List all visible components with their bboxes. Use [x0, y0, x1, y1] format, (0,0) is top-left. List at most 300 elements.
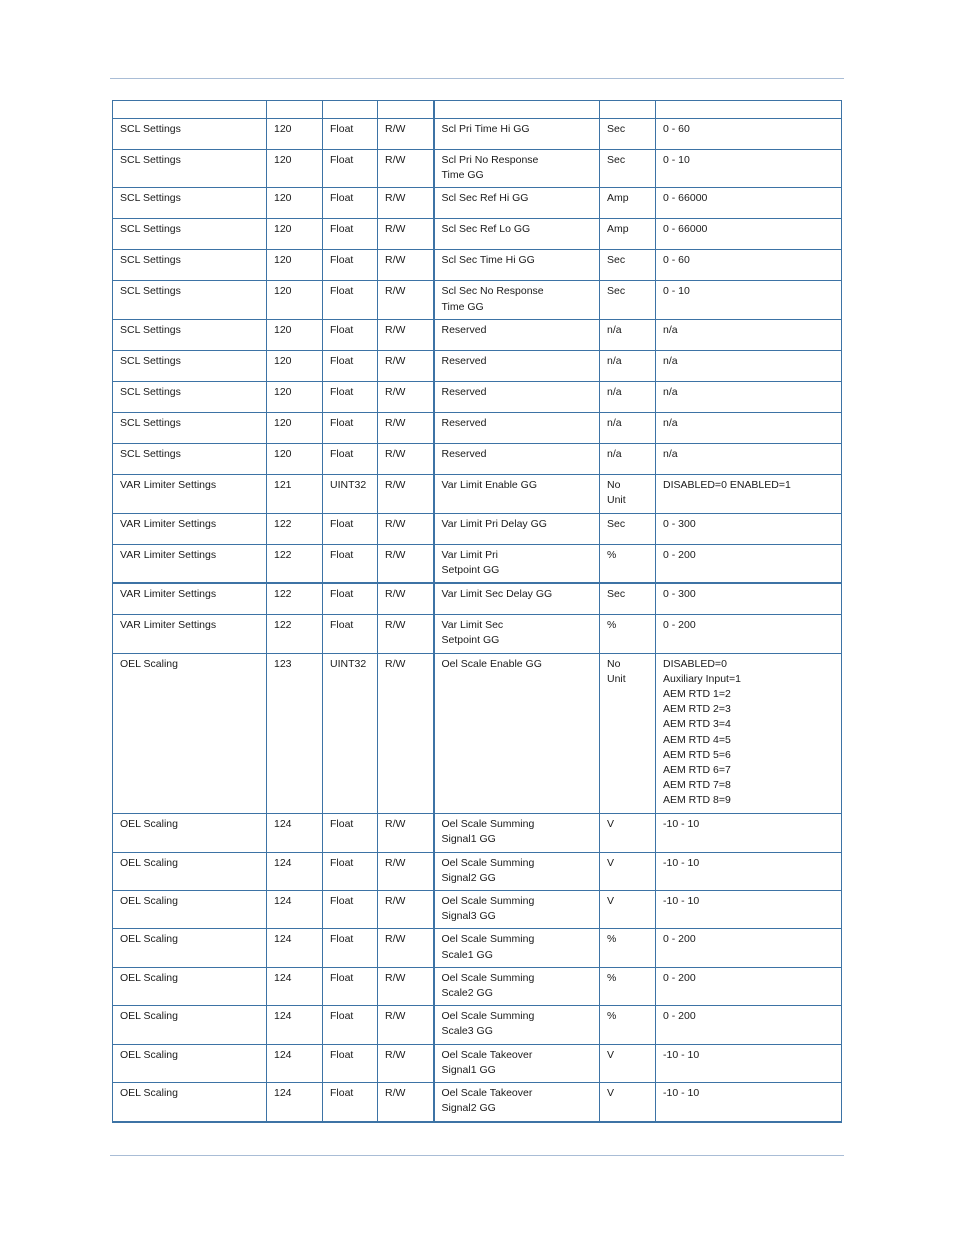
range-cell: [656, 319, 842, 350]
parameter-name-cell: [434, 1006, 600, 1044]
unit-cell: [600, 852, 656, 890]
cell-text: R/W: [385, 447, 406, 460]
cell-text: 121: [274, 478, 292, 491]
register-table-body: [113, 101, 842, 1122]
access-cell: [378, 929, 434, 967]
cell-line: %: [607, 971, 617, 984]
type-cell: [323, 412, 378, 443]
cell-text: R/W: [385, 192, 406, 205]
table-row: [113, 281, 842, 319]
cell-line: Scl Pri No Response: [441, 154, 539, 166]
cell-line: Sec: [607, 254, 626, 267]
cell-line: n/a: [663, 354, 678, 367]
group-cell: [113, 653, 267, 813]
range-cell: [656, 1044, 842, 1082]
cell-text: R/W: [385, 588, 406, 601]
cell-line: Sec: [607, 588, 626, 601]
group-cell: [113, 281, 267, 319]
register-cell: [267, 929, 323, 967]
cell-text: R/W: [385, 323, 406, 336]
cell-text: UINT32: [330, 478, 367, 491]
group-cell: [113, 188, 267, 219]
table-row: [113, 544, 842, 583]
register-cell: [267, 381, 323, 412]
type-cell: [323, 443, 378, 474]
unit-cell: [600, 281, 656, 319]
cell-text: Float: [330, 895, 354, 908]
table-row: [113, 1083, 842, 1122]
cell-line: Sec: [607, 517, 626, 530]
access-cell: [378, 813, 434, 852]
parameter-name-cell: [434, 281, 600, 319]
table-row: [113, 219, 842, 250]
cell-line: V: [607, 895, 615, 908]
unit-cell: [600, 929, 656, 967]
range-cell: [656, 150, 842, 188]
range-cell: [656, 813, 842, 852]
type-cell: [323, 852, 378, 890]
table-row: [113, 250, 842, 281]
cell-text: 120: [274, 447, 292, 460]
access-cell: [378, 319, 434, 350]
parameter-name-cell: [434, 813, 600, 852]
cell-text: 124: [274, 1010, 292, 1023]
cell-line: 0 - 60: [663, 123, 690, 135]
parameter-name-cell: [434, 250, 600, 281]
access-cell: [378, 1006, 434, 1044]
register-cell: [267, 412, 323, 443]
cell-line: %: [607, 933, 617, 946]
cell-line: Oel Scale Takeover: [441, 1087, 533, 1100]
register-cell: [267, 513, 323, 544]
cell-line: AEM RTD 3=4: [663, 718, 731, 731]
table-row: [113, 412, 842, 443]
access-cell: [378, 583, 434, 615]
register-cell: [267, 1083, 323, 1122]
cell-text: R/W: [385, 478, 406, 491]
unit-cell: [600, 350, 656, 381]
type-cell: [323, 474, 378, 513]
cell-text: R/W: [385, 416, 406, 429]
cell-text: OEL Scaling: [120, 1087, 178, 1100]
cell-text: 124: [274, 1087, 292, 1100]
unit-cell: [600, 1083, 656, 1122]
register-cell: [267, 583, 323, 615]
cell-line: Reserved: [441, 323, 487, 336]
range-cell: [656, 250, 842, 281]
cell-text: Float: [330, 971, 354, 984]
cell-line: Var Limit Sec Delay GG: [441, 588, 553, 601]
cell-line: Sec: [607, 154, 626, 166]
cell-line: Signal2 GG: [441, 871, 496, 884]
cell-text: R/W: [385, 385, 406, 398]
cell-text: Float: [330, 548, 354, 561]
register-cell: [267, 653, 323, 813]
range-cell: [656, 474, 842, 513]
type-cell: [323, 281, 378, 319]
cell-text: R/W: [385, 517, 406, 530]
range-cell: [656, 119, 842, 150]
range-cell: [656, 219, 842, 250]
access-cell: [378, 891, 434, 929]
access-cell: [378, 653, 434, 813]
cell-line: Var Limit Pri: [441, 548, 498, 561]
group-cell: [113, 443, 267, 474]
cell-text: R/W: [385, 971, 406, 984]
cell-line: %: [607, 1010, 617, 1023]
header-cell: [434, 101, 600, 119]
cell-line: Reserved: [441, 385, 487, 398]
parameter-name-cell: [434, 381, 600, 412]
cell-line: Amp: [607, 192, 629, 205]
cell-line: Oel Scale Summing: [441, 817, 535, 830]
group-cell: [113, 1083, 267, 1122]
cell-text: 124: [274, 971, 292, 984]
range-cell: [656, 412, 842, 443]
cell-line: n/a: [607, 323, 622, 336]
cell-line: 0 - 60: [663, 254, 690, 267]
access-cell: [378, 219, 434, 250]
table-row: [113, 150, 842, 188]
group-cell: [113, 929, 267, 967]
type-cell: [323, 219, 378, 250]
cell-line: Sec: [607, 123, 626, 135]
table-row: [113, 813, 842, 852]
table-row: [113, 381, 842, 412]
table-row: [113, 852, 842, 890]
group-cell: [113, 381, 267, 412]
unit-cell: [600, 474, 656, 513]
cell-text: 120: [274, 285, 292, 298]
group-cell: [113, 474, 267, 513]
cell-line: 0 - 200: [663, 619, 696, 632]
parameter-name-cell: [434, 544, 600, 583]
cell-line: Scale2 GG: [441, 987, 493, 1000]
cell-text: 120: [274, 154, 292, 166]
cell-text: SCL Settings: [120, 192, 181, 205]
cell-line: n/a: [663, 323, 678, 336]
cell-text: OEL Scaling: [120, 817, 178, 830]
unit-cell: [600, 544, 656, 583]
group-cell: [113, 412, 267, 443]
cell-line: -10 - 10: [663, 817, 700, 830]
cell-text: Float: [330, 385, 354, 398]
access-cell: [378, 967, 434, 1005]
cell-text: OEL Scaling: [120, 657, 178, 670]
cell-text: SCL Settings: [120, 123, 181, 135]
cell-line: AEM RTD 7=8: [663, 779, 731, 792]
cell-text: VAR Limiter Settings: [120, 619, 217, 632]
group-cell: [113, 119, 267, 150]
table-row: [113, 443, 842, 474]
cell-line: No: [607, 478, 621, 491]
type-cell: [323, 250, 378, 281]
cell-text: Float: [330, 933, 354, 946]
type-cell: [323, 615, 378, 653]
header-cell: [267, 101, 323, 119]
unit-cell: [600, 891, 656, 929]
group-cell: [113, 967, 267, 1005]
unit-cell: [600, 250, 656, 281]
cell-text: 124: [274, 895, 292, 908]
table-row: [113, 1006, 842, 1044]
group-cell: [113, 891, 267, 929]
cell-line: Sec: [607, 285, 626, 298]
cell-line: Scale3 GG: [441, 1025, 493, 1038]
register-cell: [267, 350, 323, 381]
cell-text: Float: [330, 856, 354, 869]
group-cell: [113, 544, 267, 583]
parameter-name-cell: [434, 119, 600, 150]
register-table: [112, 100, 842, 1123]
header-cell: [378, 101, 434, 119]
cell-text: Float: [330, 323, 354, 336]
unit-cell: [600, 513, 656, 544]
cell-text: UINT32: [330, 657, 367, 670]
range-cell: [656, 443, 842, 474]
unit-cell: [600, 188, 656, 219]
range-cell: [656, 615, 842, 653]
group-cell: [113, 615, 267, 653]
range-cell: [656, 513, 842, 544]
register-cell: [267, 891, 323, 929]
cell-text: SCL Settings: [120, 285, 181, 298]
cell-text: VAR Limiter Settings: [120, 548, 217, 561]
parameter-name-cell: [434, 188, 600, 219]
parameter-name-cell: [434, 583, 600, 615]
access-cell: [378, 250, 434, 281]
type-cell: [323, 319, 378, 350]
access-cell: [378, 281, 434, 319]
type-cell: [323, 583, 378, 615]
cell-line: Signal3 GG: [441, 910, 496, 923]
group-cell: [113, 852, 267, 890]
cell-line: Time GG: [441, 169, 484, 182]
cell-text: R/W: [385, 895, 406, 908]
cell-line: Reserved: [441, 354, 487, 367]
cell-line: AEM RTD 5=6: [663, 748, 731, 761]
cell-text: 122: [274, 548, 292, 561]
access-cell: [378, 119, 434, 150]
cell-line: 0 - 10: [663, 154, 690, 166]
cell-line: Oel Scale Summing: [441, 1010, 535, 1023]
register-cell: [267, 188, 323, 219]
range-cell: [656, 350, 842, 381]
type-cell: [323, 350, 378, 381]
cell-text: Float: [330, 154, 354, 166]
cell-line: Auxiliary Input=1: [663, 672, 741, 685]
cell-text: 120: [274, 354, 292, 367]
range-cell: [656, 929, 842, 967]
cell-line: Time GG: [441, 300, 484, 313]
type-cell: [323, 1044, 378, 1082]
range-cell: [656, 188, 842, 219]
parameter-name-cell: [434, 219, 600, 250]
cell-line: DISABLED=0: [663, 657, 727, 670]
group-cell: [113, 513, 267, 544]
table-row: [113, 615, 842, 653]
cell-line: Oel Scale Enable GG: [441, 657, 542, 670]
cell-text: Float: [330, 285, 354, 298]
cell-text: Float: [330, 1048, 354, 1061]
cell-text: OEL Scaling: [120, 933, 178, 946]
register-cell: [267, 474, 323, 513]
parameter-name-cell: [434, 1044, 600, 1082]
type-cell: [323, 653, 378, 813]
cell-line: Reserved: [441, 447, 487, 460]
cell-text: Float: [330, 447, 354, 460]
table-row: [113, 967, 842, 1005]
cell-text: R/W: [385, 154, 406, 166]
cell-text: R/W: [385, 1010, 406, 1023]
cell-line: Setpoint GG: [441, 564, 500, 577]
range-cell: [656, 967, 842, 1005]
cell-text: R/W: [385, 1048, 406, 1061]
cell-text: Float: [330, 517, 354, 530]
cell-line: Scl Pri Time Hi GG: [441, 123, 530, 135]
group-cell: [113, 350, 267, 381]
type-cell: [323, 188, 378, 219]
register-cell: [267, 119, 323, 150]
cell-text: VAR Limiter Settings: [120, 478, 217, 491]
register-cell: [267, 281, 323, 319]
access-cell: [378, 443, 434, 474]
parameter-name-cell: [434, 443, 600, 474]
cell-line: 0 - 300: [663, 517, 696, 530]
range-cell: [656, 1083, 842, 1122]
cell-text: R/W: [385, 1087, 406, 1100]
cell-line: V: [607, 1048, 615, 1061]
cell-line: %: [607, 548, 617, 561]
type-cell: [323, 813, 378, 852]
cell-line: 0 - 66000: [663, 223, 708, 236]
cell-text: 124: [274, 933, 292, 946]
cell-line: V: [607, 817, 615, 830]
register-cell: [267, 319, 323, 350]
cell-line: -10 - 10: [663, 895, 700, 908]
cell-line: 0 - 66000: [663, 192, 708, 205]
cell-text: OEL Scaling: [120, 856, 178, 869]
group-cell: [113, 583, 267, 615]
cell-text: R/W: [385, 123, 406, 135]
access-cell: [378, 474, 434, 513]
cell-line: -10 - 10: [663, 856, 700, 869]
cell-text: SCL Settings: [120, 416, 181, 429]
unit-cell: [600, 615, 656, 653]
cell-text: R/W: [385, 354, 406, 367]
range-cell: [656, 544, 842, 583]
cell-text: VAR Limiter Settings: [120, 588, 217, 601]
cell-line: AEM RTD 6=7: [663, 764, 731, 777]
table-row: [113, 350, 842, 381]
group-cell: [113, 150, 267, 188]
group-cell: [113, 1044, 267, 1082]
cell-line: 0 - 200: [663, 1010, 696, 1023]
table-row: [113, 319, 842, 350]
parameter-name-cell: [434, 615, 600, 653]
cell-text: Float: [330, 1010, 354, 1023]
unit-cell: [600, 150, 656, 188]
range-cell: [656, 891, 842, 929]
table-row: [113, 474, 842, 513]
register-cell: [267, 219, 323, 250]
cell-text: 120: [274, 192, 292, 205]
register-cell: [267, 1044, 323, 1082]
group-cell: [113, 250, 267, 281]
cell-line: Setpoint GG: [441, 634, 500, 647]
header-cell: [600, 101, 656, 119]
cell-line: Oel Scale Summing: [441, 895, 535, 908]
register-cell: [267, 250, 323, 281]
parameter-name-cell: [434, 150, 600, 188]
access-cell: [378, 1083, 434, 1122]
cell-line: Oel Scale Summing: [441, 933, 535, 946]
group-cell: [113, 219, 267, 250]
cell-text: 120: [274, 123, 292, 135]
table-row: [113, 1044, 842, 1082]
cell-text: Float: [330, 192, 354, 205]
cell-text: 122: [274, 588, 292, 601]
cell-line: n/a: [663, 447, 678, 460]
cell-text: R/W: [385, 254, 406, 267]
access-cell: [378, 513, 434, 544]
cell-line: AEM RTD 8=9: [663, 794, 731, 807]
register-cell: [267, 967, 323, 1005]
cell-text: R/W: [385, 619, 406, 632]
table-row: [113, 513, 842, 544]
parameter-name-cell: [434, 891, 600, 929]
cell-text: Float: [330, 817, 354, 830]
range-cell: [656, 653, 842, 813]
cell-text: R/W: [385, 548, 406, 561]
header-cell: [113, 101, 267, 119]
cell-text: 124: [274, 817, 292, 830]
parameter-name-cell: [434, 1083, 600, 1122]
type-cell: [323, 544, 378, 583]
cell-line: AEM RTD 4=5: [663, 733, 731, 746]
parameter-name-cell: [434, 350, 600, 381]
cell-text: R/W: [385, 817, 406, 830]
cell-text: R/W: [385, 933, 406, 946]
table-row: [113, 119, 842, 150]
access-cell: [378, 381, 434, 412]
cell-line: Scale1 GG: [441, 948, 493, 961]
cell-text: Float: [330, 588, 354, 601]
type-cell: [323, 1006, 378, 1044]
cell-text: Float: [330, 416, 354, 429]
register-cell: [267, 544, 323, 583]
unit-cell: [600, 1006, 656, 1044]
access-cell: [378, 188, 434, 219]
range-cell: [656, 381, 842, 412]
cell-line: Var Limit Enable GG: [441, 478, 538, 491]
cell-text: 123: [274, 657, 292, 670]
cell-line: Signal1 GG: [441, 1063, 496, 1076]
cell-line: Unit: [607, 494, 626, 507]
cell-text: SCL Settings: [120, 254, 181, 267]
cell-line: Unit: [607, 672, 626, 685]
footer-rule: [110, 1155, 844, 1156]
unit-cell: [600, 1044, 656, 1082]
parameter-name-cell: [434, 513, 600, 544]
cell-line: DISABLED=0 ENABLED=1: [663, 478, 791, 491]
cell-line: n/a: [663, 416, 678, 429]
cell-line: 0 - 200: [663, 971, 696, 984]
cell-line: Oel Scale Summing: [441, 856, 535, 869]
cell-text: Float: [330, 223, 354, 236]
unit-cell: [600, 119, 656, 150]
type-cell: [323, 891, 378, 929]
